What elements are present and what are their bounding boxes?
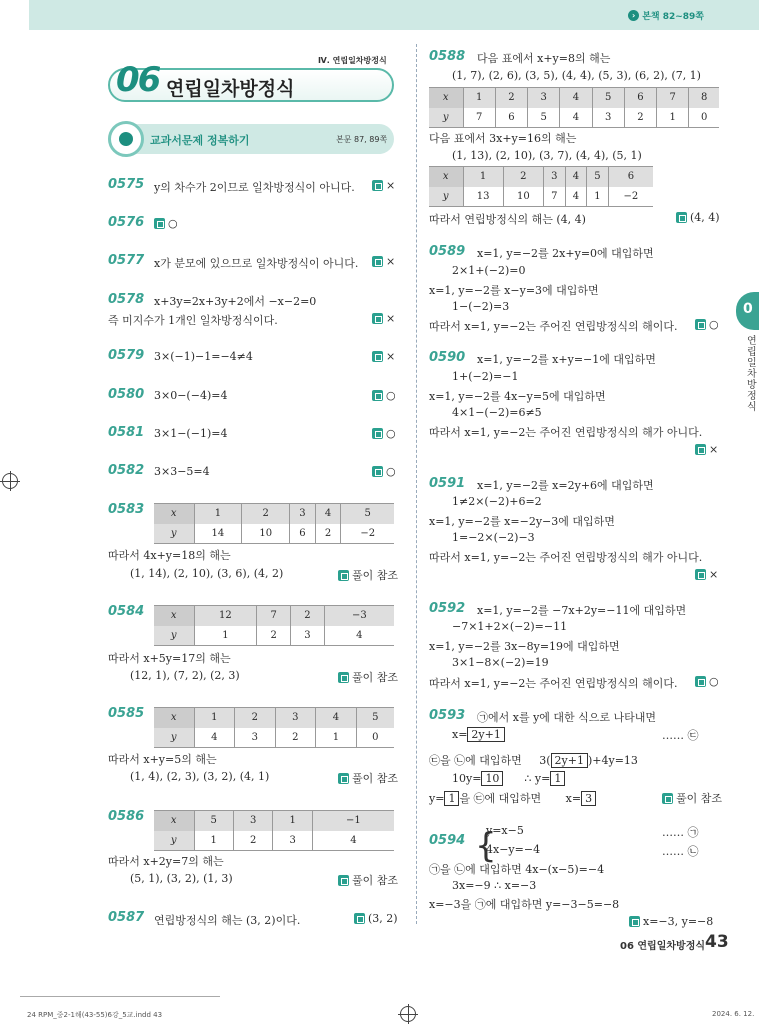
answer-icon (354, 913, 365, 924)
answer-icon (338, 672, 349, 683)
column-divider (416, 44, 417, 924)
equation-1: y=x−5 (486, 824, 524, 837)
solution-text: x=1, y=−2를 3x−8y=19에 대입하면 (429, 640, 620, 653)
problem-number: 0588 (429, 49, 466, 64)
solution-text: 1=−2×(−2)−3 (452, 531, 535, 544)
problem-number: 0589 (429, 244, 466, 259)
solution-text: 3×0−(−4)=4 (154, 389, 228, 402)
solution-text: x=1, y=−2를 2x+y=0에 대입하면 (477, 247, 654, 260)
value-table (154, 707, 394, 748)
y-row: y 14 10 6 2 −2 (154, 524, 394, 544)
x-row: x 1 2 3 4 5 (154, 504, 394, 524)
problem-number: 0578 (108, 292, 145, 307)
solution-text: 3×1−(−1)=4 (154, 427, 228, 440)
answer-icon (695, 569, 706, 580)
solution-text: 따라서 x=1, y=−2는 주어진 연립방정식의 해가 아니다. (429, 426, 703, 439)
answer-icon (676, 212, 687, 223)
solution-text: 1+(−2)=−1 (452, 370, 519, 383)
problem-number: 0583 (108, 502, 145, 517)
solution-text: x=1, y=−2를 −7x+2y=−11에 대입하면 (477, 604, 687, 617)
solution-text: x=1, y=−2를 4x−y=5에 대입하면 (429, 390, 606, 403)
problem-number: 0579 (108, 348, 145, 363)
answer-icon (372, 428, 383, 439)
y-row: y 1 2 3 4 (154, 831, 394, 851)
answer-badge: ○ (372, 427, 396, 440)
section-title: 교과서문제 정복하기 (150, 134, 250, 147)
solution-text: (1, 13), (2, 10), (3, 7), (4, 4), (5, 1) (452, 149, 642, 162)
answer-badge: 풀이 참조 (338, 770, 398, 786)
solution-text: (1, 7), (2, 6), (3, 5), (4, 4), (5, 3), (6, 2), (7, 1) (452, 69, 701, 82)
chapter-tab: 0 (736, 292, 759, 330)
solution-text: 3×1−8×(−2)=19 (452, 656, 549, 669)
solution-text: x=1, y=−2를 x=2y+6에 대입하면 (477, 479, 654, 492)
answer-badge: × (372, 179, 395, 192)
answer-badge: (3, 2) (354, 912, 398, 925)
problem-number: 0593 (429, 708, 466, 723)
solution-text: x= 2y+1 (452, 727, 505, 742)
answer-badge: ○ (372, 465, 396, 478)
x-row: x 12 7 2 −3 (154, 606, 394, 626)
problem-number: 0581 (108, 425, 145, 440)
answer-badge: × (695, 568, 718, 581)
y-row: y 13 10 7 4 1 −2 (429, 187, 653, 207)
solution-text: 따라서 x+y=5의 해는 (108, 753, 217, 766)
solution-text: y= 1 을 ㉢에 대입하면 x= 3 (429, 790, 596, 806)
solution-text: ㉠에서 x를 y에 대한 식으로 나타내면 (477, 711, 657, 724)
answer-badge: (4, 4) (676, 211, 720, 224)
equation-tag: …… ㉠ (662, 826, 699, 839)
answer-badge: 풀이 참조 (338, 872, 398, 888)
footer-title: 06 연립일차방정식 (620, 941, 706, 952)
registration-mark-icon (2, 473, 18, 489)
x-row: x 5 3 1 −1 (154, 811, 394, 831)
footer-rule (20, 996, 220, 997)
solution-text: (12, 1), (7, 2), (2, 3) (130, 669, 240, 682)
solution-text: 따라서 x=1, y=−2는 주어진 연립방정식의 해이다. (429, 320, 678, 333)
answer-icon (338, 570, 349, 581)
solution-text: y의 차수가 2이므로 일차방정식이 아니다. (154, 181, 355, 194)
problem-number: 0577 (108, 253, 145, 268)
problem-number: 0580 (108, 387, 145, 402)
solution-text: x+3y=2x+3y+2에서 −x−2=0 (154, 295, 317, 308)
solution-text: 다음 표에서 3x+y=16의 해는 (429, 132, 577, 145)
answer-icon (662, 793, 673, 804)
answer-icon (372, 466, 383, 477)
solution-text: 3×3−5=4 (154, 465, 210, 478)
answer-badge: 풀이 참조 (338, 669, 398, 685)
problem-number: 0590 (429, 350, 466, 365)
answer-icon (695, 319, 706, 330)
solution-text: 즉 미지수가 1개인 일차방정식이다. (108, 314, 278, 327)
solution-text: 1−(−2)=3 (452, 300, 510, 313)
value-table (154, 503, 394, 544)
answer-icon (629, 916, 640, 927)
answer-badge: ○ (372, 389, 396, 402)
problem-number: 0587 (108, 910, 145, 925)
y-row: y 1 2 3 4 (154, 626, 394, 646)
equation-tag: …… ㉡ (662, 845, 699, 858)
y-row: y 4 3 2 1 0 (154, 728, 394, 748)
answer-icon (338, 875, 349, 886)
print-file-info: 24 RPM_중2-1해(43-55)6강_5교.indd 43 (27, 1011, 163, 1019)
solution-text: 따라서 4x+y=18의 해는 (108, 549, 231, 562)
page-number: 43 (705, 932, 729, 952)
value-table (154, 605, 394, 646)
solution-text: 4×1−(−2)=6≠5 (452, 406, 542, 419)
solution-text: x=−3을 ㉠에 대입하면 y=−3−5=−8 (429, 898, 620, 911)
solution-text: 따라서 x+5y=17의 해는 (108, 652, 231, 665)
answer-icon (338, 773, 349, 784)
answer-badge: x=−3, y=−8 (629, 915, 713, 928)
answer-badge: × (695, 443, 718, 456)
y-row: y 7 6 5 4 3 2 1 0 (429, 108, 719, 128)
solution-text: 따라서 x=1, y=−2는 주어진 연립방정식의 해이다. (429, 677, 678, 690)
answer-badge: × (372, 350, 395, 363)
solution-text: 따라서 x+2y=7의 해는 (108, 855, 224, 868)
solution-text: 다음 표에서 x+y=8의 해는 (477, 52, 611, 65)
x-row: x 1 2 3 4 5 (154, 708, 394, 728)
answer-icon (372, 180, 383, 191)
solution-text: (5, 1), (3, 2), (1, 3) (130, 872, 233, 885)
solution-text: 연립방정식의 해는 (3, 2)이다. (154, 914, 301, 927)
answer-badge: ○ (695, 675, 719, 688)
solution-text: 3×(−1)−1=−4≠4 (154, 350, 253, 363)
solution-text: ㉠을 ㉡에 대입하면 4x−(x−5)=−4 (429, 863, 605, 876)
solution-text: 2×1+(−2)=0 (452, 264, 526, 277)
brace-icon: { (475, 826, 497, 866)
solution-text: (1, 14), (2, 10), (3, 6), (4, 2) (130, 567, 284, 580)
problem-number: 0584 (108, 604, 145, 619)
solution-text: 1≠2×(−2)+6=2 (452, 495, 542, 508)
chevron-right-icon: › (628, 10, 639, 21)
equation-tag: …… ㉢ (662, 729, 699, 742)
problem-number: 0575 (108, 177, 145, 192)
answer-icon (154, 218, 165, 229)
chapter-tab-label: 연립일차방정식 (747, 336, 757, 413)
problem-number: 0582 (108, 463, 145, 478)
value-table (429, 166, 653, 207)
registration-mark-icon (400, 1006, 416, 1022)
value-table (429, 87, 719, 128)
solution-text: −7×1+2×(−2)=−11 (452, 620, 568, 633)
page-title: 연립일차방정식 (166, 78, 295, 100)
answer-icon (372, 313, 383, 324)
answer-badge: ○ (695, 318, 719, 331)
solution-text: 10y= 10 ∴ y= 1 (452, 771, 565, 786)
solution-text: x=1, y=−2를 x−y=3에 대입하면 (429, 284, 599, 297)
answer-badge: × (372, 255, 395, 268)
section-page-reference: 본문 87, 89쪽 (336, 135, 388, 144)
x-row: x 1 2 3 4 5 6 7 8 (429, 88, 719, 108)
solution-text: 3x=−9 ∴ x=−3 (452, 879, 537, 892)
answer-icon (372, 351, 383, 362)
x-row: x 1 2 3 4 5 6 (429, 167, 653, 187)
chapter-label: Ⅳ. 연립일차방정식 (318, 56, 387, 65)
answer-icon (695, 444, 706, 455)
lesson-number: 06 (116, 60, 160, 100)
textbook-page-reference: › 본책 82~89쪽 (628, 9, 704, 22)
value-table (154, 810, 394, 851)
solution-text: 따라서 연립방정식의 해는 (4, 4) (429, 213, 586, 226)
answer-badge: 풀이 참조 (338, 567, 398, 583)
solution-text: 따라서 x=1, y=−2는 주어진 연립방정식의 해가 아니다. (429, 551, 703, 564)
mascot-icon (108, 121, 144, 157)
answer-badge: ○ (154, 217, 178, 230)
problem-number: 0592 (429, 601, 466, 616)
answer-icon (372, 256, 383, 267)
print-date: 2024. 6. 12. (712, 1010, 755, 1018)
problem-number: 0576 (108, 215, 145, 230)
answer-badge: × (372, 312, 395, 325)
solution-text: (1, 4), (2, 3), (3, 2), (4, 1) (130, 770, 270, 783)
solution-text: x=1, y=−2를 x=−2y−3에 대입하면 (429, 515, 615, 528)
problem-number: 0586 (108, 809, 145, 824)
problem-number: 0585 (108, 706, 145, 721)
problem-number: 0594 (429, 833, 466, 848)
answer-icon (695, 676, 706, 687)
solution-text: x가 분모에 있으므로 일차방정식이 아니다. (154, 257, 359, 270)
equation-2: 4x−y=−4 (486, 843, 541, 856)
solution-text: ㉢을 ㉡에 대입하면 3( 2y+1 )+4y=13 (429, 754, 638, 767)
problem-number: 0591 (429, 476, 466, 491)
answer-icon (372, 390, 383, 401)
solution-text: x=1, y=−2를 x+y=−1에 대입하면 (477, 353, 656, 366)
answer-badge: 풀이 참조 (662, 790, 722, 806)
